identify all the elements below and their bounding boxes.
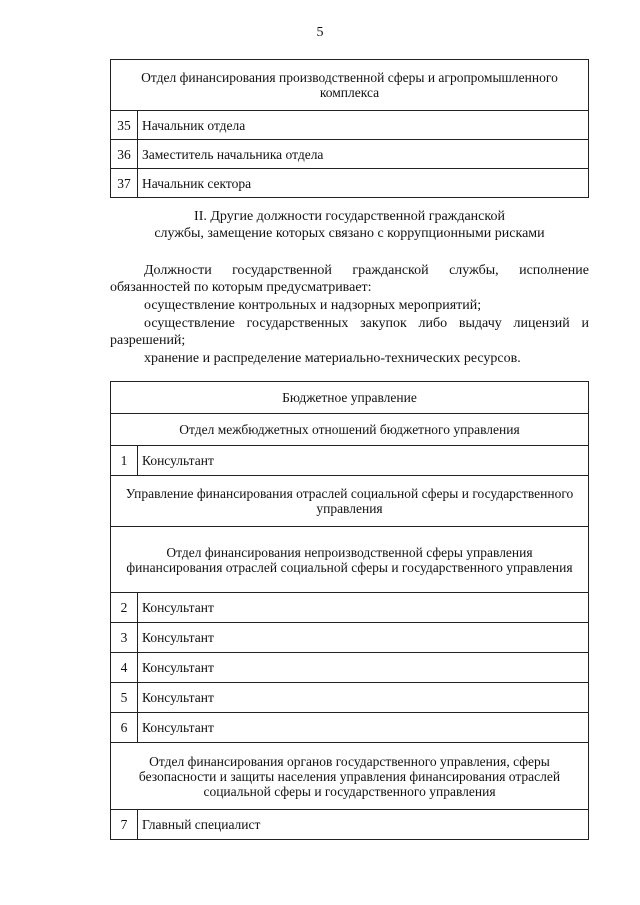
row-number: 3 — [111, 623, 138, 653]
gov-admin-dept-header: Отдел финансирования органов государственного управления, сферы безопасности и защиты населения управления финансирования отраслей социальной сферы и государственного управления — [111, 743, 589, 810]
row-number: 37 — [111, 169, 138, 198]
position-title: Консультант — [138, 653, 589, 683]
non-production-dept-header: Отдел финансирования непроизводственной сферы управления финансирования отраслей социальной сферы и государственного управления — [111, 527, 589, 593]
section-heading-line1: II. Другие должности государственной гражданской — [194, 209, 505, 224]
social-sphere-mgmt-header: Управление финансирования отраслей социальной сферы и государственного управления — [111, 476, 589, 527]
table-row — [111, 446, 589, 476]
list-item-2-line2: разрешений; — [110, 333, 186, 348]
position-title: Консультант — [138, 593, 589, 623]
table-row — [111, 169, 589, 198]
interbudget-dept-header: Отдел межбюджетных отношений бюджетного управления — [111, 414, 589, 446]
list-item-2-line1: осуществление государственных закупок либо выдачу лицензий и — [144, 316, 589, 331]
budget-department-header: Бюджетное управление — [111, 382, 589, 414]
position-title: Консультант — [138, 683, 589, 713]
table-row — [111, 111, 589, 140]
list-item-1: осуществление контрольных и надзорных мероприятий; — [144, 298, 482, 313]
positions-table-1 — [110, 59, 589, 198]
table1-header: Отдел финансирования производственной сферы и агропромышленного комплекса — [111, 60, 589, 111]
table-row — [111, 810, 589, 840]
position-title: Консультант — [138, 446, 589, 476]
table-row — [111, 593, 589, 623]
position-title: Начальник сектора — [138, 169, 589, 198]
table-row — [111, 683, 589, 713]
row-number: 5 — [111, 683, 138, 713]
table-row — [111, 653, 589, 683]
page-number: 5 — [316, 25, 324, 40]
row-number: 2 — [111, 593, 138, 623]
table-row — [111, 623, 589, 653]
section-heading-line2: службы, замещение которых связано с коррупционными рисками — [154, 226, 545, 241]
list-item-3: хранение и распределение материально-технических ресурсов. — [144, 351, 521, 366]
row-number: 6 — [111, 713, 138, 743]
row-number: 36 — [111, 140, 138, 169]
section-heading — [110, 208, 589, 242]
row-number: 4 — [111, 653, 138, 683]
row-number: 1 — [111, 446, 138, 476]
position-title: Начальник отдела — [138, 111, 589, 140]
intro-line1: Должности государственной гражданской службы, исполнение — [144, 263, 589, 278]
intro-line2: обязанностей по которым предусматривает: — [110, 280, 372, 295]
row-number: 35 — [111, 111, 138, 140]
position-title: Консультант — [138, 623, 589, 653]
table-row — [111, 713, 589, 743]
table-row — [111, 140, 589, 169]
position-title: Заместитель начальника отдела — [138, 140, 589, 169]
position-title: Консультант — [138, 713, 589, 743]
position-title: Главный специалист — [138, 810, 589, 840]
positions-table-2 — [110, 381, 589, 840]
row-number: 7 — [111, 810, 138, 840]
